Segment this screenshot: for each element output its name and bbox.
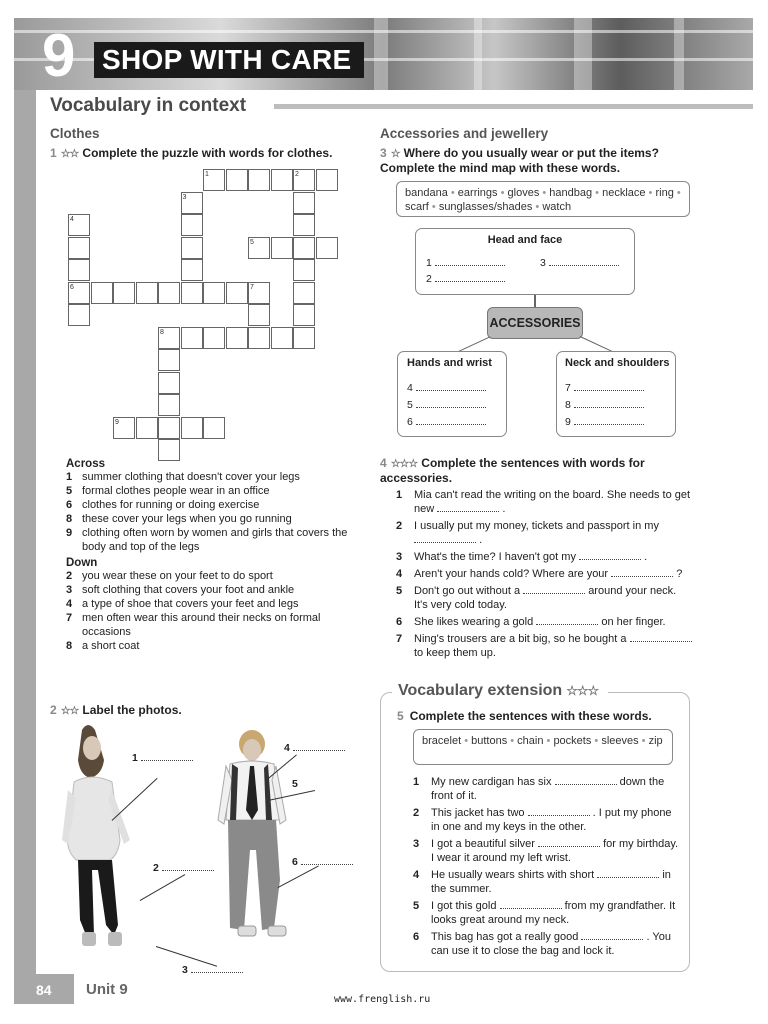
crossword-cell (91, 282, 113, 304)
crossword-cell (293, 237, 315, 259)
crossword-cell (181, 417, 203, 439)
crossword-number: 5 (250, 238, 254, 246)
mindmap-neck-title: Neck and shoulders (565, 357, 670, 369)
across-clues (66, 458, 356, 653)
mindmap-neck-box: Neck and shoulders 7 8 9 (556, 351, 676, 437)
clothes-photos (60, 720, 360, 980)
across-label: Across (66, 458, 105, 470)
chapter-title: SHOP WITH CARE (102, 44, 352, 75)
word-chip: zip (648, 735, 663, 747)
exercise-4-instruction: 4 ☆☆☆ Complete the sentences with words for accessories. (380, 456, 645, 485)
down-label: Down (66, 557, 98, 569)
crossword-number: 7 (250, 283, 254, 291)
crossword-cell (271, 237, 293, 259)
crossword-cell (293, 304, 315, 326)
crossword-cell (113, 282, 135, 304)
clue-item: 8 these cover your legs when you go running (66, 513, 292, 525)
crossword-cell (181, 259, 203, 281)
word-chip: chain (517, 735, 544, 747)
crossword-cell (158, 372, 180, 394)
sentence-item: 5 Don't go out without a around your neck. It's very cold today. (396, 585, 677, 611)
word-chip: handbag (549, 187, 593, 199)
unit-number: 9 (42, 22, 76, 89)
sentence-item: 2 I usually put my money, tickets and passport in my . (396, 520, 659, 546)
photo-label-4: 4 (284, 742, 345, 754)
crossword-cell (203, 417, 225, 439)
photo-man (218, 730, 286, 936)
sentence-item: 1 My new cardigan has six down the front of it. (413, 776, 665, 802)
crossword-cell (158, 417, 180, 439)
word-chip: pockets (553, 735, 592, 747)
clue-item: 6 clothes for running or doing exercise (66, 499, 260, 511)
mindmap-head-title: Head and face (487, 234, 563, 246)
crossword-cell (226, 169, 248, 191)
sentence-item: 3 What's the time? I haven't got my . (396, 551, 648, 563)
crossword-cell (226, 282, 248, 304)
mindmap-head-box: Head and face 1 3 2 (415, 228, 635, 295)
sentence-item: 5 I got this gold from my grandfather. It looks great around my neck. (413, 900, 676, 926)
crossword-cell (293, 327, 315, 349)
sentence-item: 6 This bag has got a really good . You can use it to close the bag and lock it. (413, 931, 671, 957)
crossword-cell (136, 417, 158, 439)
photo-label-2: 2 (153, 862, 214, 874)
word-chip: earrings (457, 187, 498, 199)
crossword-cell (316, 237, 338, 259)
crossword-cell (158, 349, 180, 371)
photo-label-6: 6 (292, 856, 353, 868)
crossword-cell (293, 282, 315, 304)
mindmap-hands-title: Hands and wrist (407, 357, 492, 369)
exercise-5-sentences (413, 775, 683, 961)
crossword-cell (181, 214, 203, 236)
clue-item: 8 a short coat (66, 640, 140, 652)
sentence-item: 3 I got a beautiful silver for my birthday. I wear it around my left wrist. (413, 838, 679, 864)
crossword-cell (293, 192, 315, 214)
exercise-2-instruction: 2 ☆☆ Label the photos. (50, 703, 182, 717)
exercise-5-instruction: 5 Complete the sentences with these words. (397, 709, 652, 723)
clue-item: 3 soft clothing that covers your foot and ankle (66, 584, 295, 596)
exercise-1-instruction: 1 ☆☆ Complete the puzzle with words for clothes. (50, 146, 333, 160)
crossword-cell (293, 214, 315, 236)
mindmap-center (487, 307, 583, 339)
exercise-4-sentences (396, 488, 696, 663)
accessories-subhead: Accessories and jewellery (380, 126, 549, 141)
crossword-cell (271, 327, 293, 349)
crossword-cell (271, 169, 293, 191)
word-chip: sleeves (601, 735, 639, 747)
crossword-cell (68, 304, 90, 326)
crossword-number: 6 (70, 283, 74, 291)
word-chip: bracelet (422, 735, 462, 747)
mindmap-hands-box: Hands and wrist 4 5 6 (397, 351, 507, 437)
sentence-item: 4 He usually wears shirts with short in the summer. (413, 869, 671, 895)
clothes-subhead: Clothes (50, 126, 100, 141)
word-chip: necklace (602, 187, 646, 199)
crossword-cell (316, 169, 338, 191)
crossword-number: 8 (160, 328, 164, 336)
extension-word-box: bracelet • buttons • chain • pockets • sleeves • zip (413, 729, 673, 765)
clue-item: 2 you wear these on your feet to do sport (66, 570, 273, 582)
crossword-cell (181, 282, 203, 304)
sentence-item: 7 Ning's trousers are a bit big, so he bought a to keep them up. (396, 632, 696, 660)
sentence-item: 4 Aren't your hands cold? Where are your ? (396, 568, 683, 580)
extension-title: Vocabulary extension ☆☆☆ (392, 682, 608, 700)
crossword-cell (226, 327, 248, 349)
exercise-3-instruction: 3 ☆ Where do you usually wear or put the items? Complete the mind map with these words. (380, 146, 659, 175)
crossword-cell (158, 282, 180, 304)
crossword-cell (203, 327, 225, 349)
crossword-number: 1 (205, 171, 209, 178)
word-chip: scarf (405, 201, 429, 213)
clue-item: 9 clothing often worn by women and girls that covers the body and top of the legs (66, 527, 348, 553)
crossword-cell (203, 282, 225, 304)
mindmap-center-label: ACCESSORIES (489, 316, 581, 330)
photo-label-5: 5 (292, 778, 298, 790)
crossword-number: 3 (182, 193, 187, 201)
photo-woman (62, 725, 130, 946)
crossword-cell (248, 327, 270, 349)
word-chip: buttons (471, 735, 508, 747)
section-rule (274, 104, 753, 109)
watermark: www.frenglish.ru (334, 994, 431, 1005)
unit-label: Unit 9 (86, 981, 128, 998)
word-chip: watch (542, 201, 572, 213)
left-margin-band (14, 90, 36, 974)
clue-item: 7 men often wear this around their necks on formal occasions (66, 612, 321, 638)
section-title: Vocabulary in context (50, 95, 247, 116)
crossword-cell (248, 304, 270, 326)
accessories-word-box: bandana • earrings • gloves • handbag • necklace • ring • scarf • sunglasses/shades • watch (396, 181, 690, 217)
crossword-cell (248, 169, 270, 191)
crossword-number: 4 (70, 216, 74, 223)
sentence-item: 6 She likes wearing a gold on her finger. (396, 616, 666, 628)
crossword-cell (181, 327, 203, 349)
chapter-header-banner (14, 18, 753, 90)
word-chip: bandana (405, 187, 448, 199)
sentence-item: 1 Mia can't read the writing on the board. She needs to get new . (396, 489, 691, 515)
crossword-cell (181, 237, 203, 259)
word-chip: gloves (507, 187, 540, 199)
sentence-item: 2 This jacket has two . I put my phone in one and my keys in the other. (413, 807, 672, 833)
word-chip: sunglasses/shades (438, 201, 533, 213)
photo-label-3: 3 (182, 964, 243, 976)
crossword-cell (68, 237, 90, 259)
word-chip: ring (655, 187, 674, 199)
crossword-cell (158, 394, 180, 416)
clue-item: 1 summer clothing that doesn't cover your legs (66, 471, 300, 483)
clue-item: 4 a type of shoe that covers your feet and legs (66, 598, 299, 610)
crossword-number: 2 (295, 171, 299, 178)
clue-item: 5 formal clothes people wear in an office (66, 485, 270, 497)
page-number: 84 (36, 982, 52, 998)
crossword-cell (136, 282, 158, 304)
photo-label-1: 1 (132, 752, 193, 764)
crossword-cell (68, 259, 90, 281)
crossword-cell (293, 259, 315, 281)
crossword-number: 9 (115, 418, 119, 426)
